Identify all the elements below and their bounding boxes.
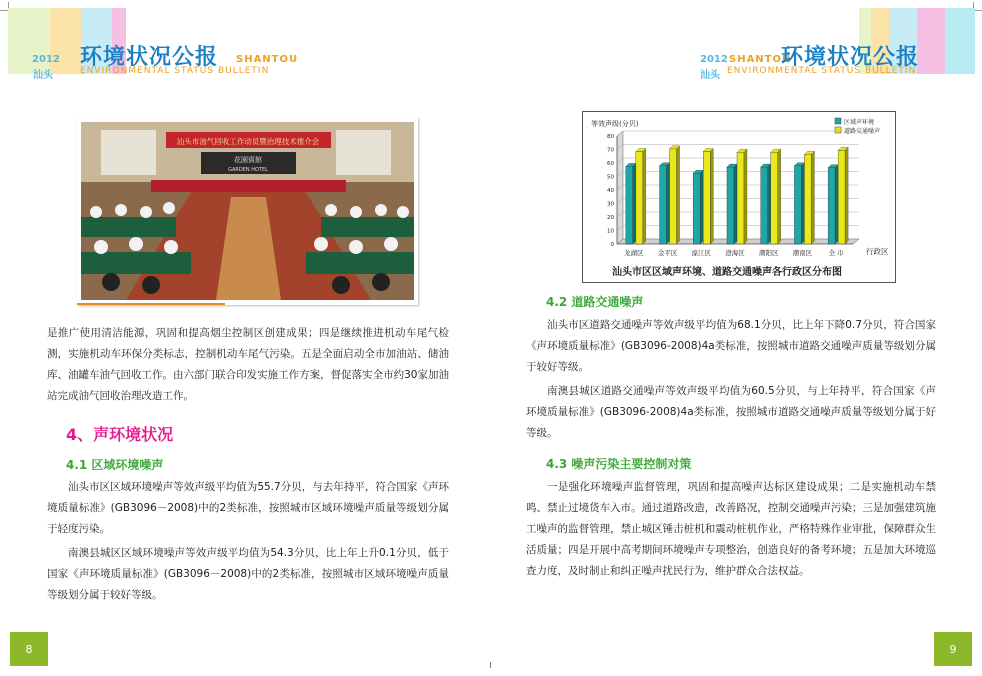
chart-bar-side <box>845 147 848 244</box>
page-number-left: 8 <box>10 632 48 666</box>
chart-bar-side <box>768 164 771 244</box>
chart-bar-side <box>633 163 636 244</box>
chart-x-tick-label: 金平区 <box>657 249 678 257</box>
legend-swatch-regional <box>835 118 841 124</box>
legend-label-regional: 区域声环境 <box>844 119 875 126</box>
chart-y-tick-label: 30 <box>607 201 614 208</box>
chart-bar-side <box>667 163 670 244</box>
chart-bar <box>771 152 778 244</box>
chart-bar-side <box>677 146 680 244</box>
chart-bar-side <box>835 165 838 244</box>
page-number-right: 9 <box>934 632 972 666</box>
noise-chart <box>582 111 896 283</box>
chart-x-tick-label: 全 市 <box>828 249 844 257</box>
chart-bar <box>727 167 734 244</box>
chart-bar <box>794 166 801 244</box>
band-color-5 <box>945 8 975 74</box>
chart-y-tick-label: 50 <box>607 174 614 181</box>
chart-legend <box>835 118 880 135</box>
chart-bar-side <box>778 149 781 244</box>
chart-bar-side <box>744 149 747 244</box>
photo-banner: 汕头市油气回收工作动员暨治理技术推介会 <box>176 137 320 146</box>
chart-bar <box>626 166 633 244</box>
chart-y-tick-label: 0 <box>610 242 614 248</box>
chart-y-tick-label: 20 <box>607 215 614 221</box>
chart-y-tick-label: 10 <box>607 228 614 235</box>
photo-scene <box>81 122 414 300</box>
chart-x-label: 行政区 <box>866 247 889 256</box>
chart-bar <box>828 168 835 244</box>
chart-x-tick-label: 潮阳区 <box>758 249 779 257</box>
header-title: 环境状况公报 <box>781 45 920 70</box>
chart-bar-side <box>801 163 804 244</box>
legend-label-traffic: 道路交通噪声 <box>844 128 881 135</box>
photo-illustration <box>81 122 414 300</box>
chart-bar-side <box>811 151 814 244</box>
paragraph-4-1-a: 汕头市区区域环境噪声等效声级平均值为55.7分贝，与去年持平，符合国家《声环境质量标准》(GB3096－2008)中的2类标准，按照城市区域环境噪声质量等级划分属于轻度污染。 <box>47 481 449 535</box>
paragraph-4-2-a: 汕头市区道路交通噪声等效声级平均值为68.1分贝，比上年下降0.7分贝，符合国家《声环境质量标准》(GB3096-2008)4a类标准，按照城市道路交通噪声质量等级划分属于较好等级。 <box>526 319 936 373</box>
header-year: 2012 <box>700 54 728 65</box>
gutter-mark <box>490 662 491 668</box>
section-heading: 4、声环境状况 <box>66 425 174 444</box>
chart-x-tick-label: 潮南区 <box>792 249 813 257</box>
chart-x-tick-label: 龙湖区 <box>624 249 644 257</box>
header-city-en: SHANTOU <box>729 54 792 65</box>
chart-bar-side <box>643 149 646 244</box>
subsection-heading-4-3: 4.3 噪声污染主要控制对策 <box>546 457 692 471</box>
paragraph-4-1-b: 南澳县城区区域环境噪声等效声级平均值为54.3分贝，比上年上升0.1分贝，低于国家《声环境质量标准》(GB3096－2008)中的2类标准，按照城市区域环境噪声质量等级划分属于较好等级。 <box>47 547 449 601</box>
chart-bar <box>703 152 710 244</box>
chart-caption: 汕头市区区域声环境、道路交通噪声各行政区分布图 <box>612 267 842 278</box>
chart-bar <box>693 173 700 244</box>
band-color-4 <box>917 8 945 74</box>
header-title: 环境状况公报 <box>80 45 219 70</box>
chart-bar <box>660 166 667 244</box>
chart-bar-side <box>734 164 737 244</box>
header-city-en: SHANTOU <box>236 54 299 65</box>
subsection-heading-4-1: 4.1 区域环境噪声 <box>66 458 164 472</box>
noise-chart-svg <box>583 112 895 282</box>
header-bulletin-en: ENVIRONMENTAL STATUS BULLETIN <box>80 66 270 76</box>
chart-bar <box>838 150 845 244</box>
subsection-heading-4-2: 4.2 道路交通噪声 <box>546 295 644 309</box>
paragraph-4-3: 一是强化环境噪声监督管理，巩固和提高噪声达标区建设成果；二是实施机动车禁鸣、禁止过境货车入市。通过道路改造，改善路况，控制交通噪声污染；三是加强建筑施工噪声的监督管理，禁止城区锤击桩机和震动桩机作业，严格特殊作业审批，保障群众生活质量；四是开展中高考期间环境噪声专项整治，创造良好的备考环境；五是加大环境巡查力度，及时制止和纠正噪声扰民行为，维护群众合法权益。 <box>526 481 936 577</box>
chart-plot-area <box>607 131 859 257</box>
chart-bar <box>636 152 643 244</box>
photo-hotel-cn: 花園賓館 <box>234 156 262 164</box>
chart-bar <box>804 154 811 244</box>
photo-accent-line <box>77 303 225 305</box>
header-year: 2012 <box>32 54 60 65</box>
chart-y-tick-label: 80 <box>607 134 614 140</box>
chart-bar <box>670 149 677 244</box>
legend-swatch-traffic <box>835 127 841 133</box>
header-city: 汕头 <box>33 70 53 81</box>
header-city: 汕头 <box>700 70 720 81</box>
chart-bar-side <box>710 149 713 244</box>
chart-y-tick-label: 70 <box>607 147 614 154</box>
chart-bar <box>737 152 744 244</box>
chart-y-label: 等效声级(分贝) <box>591 120 639 128</box>
chart-y-tick-label: 60 <box>607 161 614 167</box>
chart-bar-side <box>700 170 703 244</box>
photo-hotel-en: GARDEN HOTEL <box>228 167 268 173</box>
conference-photo <box>77 117 418 305</box>
chart-bar <box>761 167 768 244</box>
paragraph-4-2-b: 南澳县城区道路交通噪声等效声级平均值为60.5分贝，与上年持平，符合国家《声环境质量标准》(GB3096-2008)4a类标准，按照城市道路交通噪声质量等级划分属于好等级。 <box>526 385 936 439</box>
intro-paragraph: 是推广使用清洁能源，巩固和提高烟尘控制区创建成果；四是继续推进机动车尾气检测，实施机动车环保分类标志，控制机动车尾气污染。五是全面启动全市加油站、储油库、油罐车油气回收工作。由六部门联合印发实施工作方案，督促落实全市约30家加油站完成油气回收治理改造工作。 <box>47 327 449 402</box>
chart-x-tick-label: 澄海区 <box>725 249 745 257</box>
chart-x-tick-label: 濠江区 <box>691 249 712 257</box>
header-bulletin-en: ENVIRONMENTAL STATUS BULLETIN <box>727 66 917 76</box>
chart-y-tick-label: 40 <box>607 188 614 194</box>
